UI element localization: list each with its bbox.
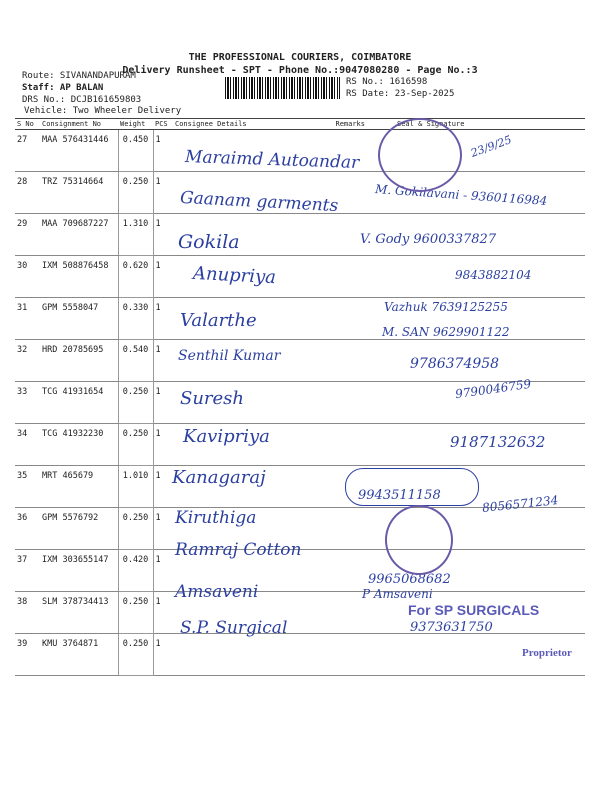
row-weight: 1.310 <box>118 214 153 256</box>
row-remarks <box>316 424 367 466</box>
row-consignment: IXM 508876458 <box>40 256 118 298</box>
table-row <box>15 340 585 382</box>
row-remarks <box>316 592 367 634</box>
row-sno: 35 <box>15 466 40 508</box>
row-weight: 0.250 <box>118 382 153 424</box>
row-weight: 0.250 <box>118 508 153 550</box>
row-consignment: IXM 303655147 <box>40 550 118 592</box>
row-consignment: TRZ 75314664 <box>40 172 118 214</box>
row-sno: 36 <box>15 508 40 550</box>
col-consignee: Consignee Details <box>173 119 316 130</box>
row-remarks <box>316 340 367 382</box>
row-weight: 0.620 <box>118 256 153 298</box>
row-weight: 1.010 <box>118 466 153 508</box>
barcode <box>225 77 340 99</box>
row-consignment: GPM 5576792 <box>40 508 118 550</box>
signature-note: Vazhuk 7639125255 <box>384 300 508 314</box>
signature-note: 9187132632 <box>450 433 546 451</box>
row-weight: 0.540 <box>118 340 153 382</box>
rs-date: RS Date: 23-Sep-2025 <box>346 89 455 99</box>
row-weight: 0.420 <box>118 550 153 592</box>
vehicle-label: Vehicle: Two Wheeler Delivery <box>24 106 182 116</box>
row-pcs: 1 <box>153 550 173 592</box>
row-remarks <box>316 508 367 550</box>
row-pcs: 1 <box>153 592 173 634</box>
row-consignment: MAA 576431446 <box>40 130 118 172</box>
runsheet-title: Delivery Runsheet - SPT - Phone No.:9047080280 - Page No.:3 <box>122 65 478 76</box>
signature-note: P Amsaveni <box>362 587 433 601</box>
row-consignment: MAA 709687227 <box>40 214 118 256</box>
signature-note: 9943511158 <box>358 488 441 503</box>
row-remarks <box>316 634 367 676</box>
col-pcs: PCS <box>153 119 173 130</box>
row-sno: 38 <box>15 592 40 634</box>
handwritten-name: S.P. Surgical <box>180 618 288 638</box>
route-label: Route: SIVANANDAPURAM <box>22 71 136 81</box>
handwritten-name: Anupriya <box>192 262 277 289</box>
row-remarks <box>316 550 367 592</box>
signature-note: 23/9/25 <box>469 133 514 160</box>
row-weight: 0.450 <box>118 130 153 172</box>
handwritten-name: Suresh <box>180 388 245 409</box>
signature-note: 9786374958 <box>410 356 500 372</box>
row-consignee <box>173 634 316 676</box>
signature-note: 9965068682 <box>368 572 451 587</box>
row-weight: 0.250 <box>118 592 153 634</box>
row-pcs: 1 <box>153 340 173 382</box>
handwritten-name: Kavipriya <box>183 426 270 447</box>
handwritten-name: Kanagaraj <box>172 467 266 488</box>
row-weight: 0.330 <box>118 298 153 340</box>
row-sno: 27 <box>15 130 40 172</box>
rs-no: RS No.: 1616598 <box>346 77 428 87</box>
row-consignment: MRT 465679 <box>40 466 118 508</box>
row-sno: 31 <box>15 298 40 340</box>
row-pcs: 1 <box>153 382 173 424</box>
table-row <box>15 214 585 256</box>
row-sno: 32 <box>15 340 40 382</box>
row-weight: 0.250 <box>118 172 153 214</box>
row-pcs: 1 <box>153 466 173 508</box>
row-consignment: TCG 41932230 <box>40 424 118 466</box>
col-sno: S No <box>15 119 40 130</box>
drs-label: DRS No.: DCJB161659803 <box>22 95 142 105</box>
row-sno: 33 <box>15 382 40 424</box>
row-sno: 34 <box>15 424 40 466</box>
signature-note: 9790046759 <box>454 376 532 402</box>
signature-note: M. Gokilavani - 9360116984 <box>374 182 548 208</box>
signature-note: V. Gody 9600337827 <box>360 232 497 247</box>
handwritten-name: Senthil Kumar <box>178 348 281 364</box>
col-weight: Weight <box>118 119 153 130</box>
row-sno: 37 <box>15 550 40 592</box>
row-pcs: 1 <box>153 172 173 214</box>
row-sno: 39 <box>15 634 40 676</box>
row-consignment: KMU 3764871 <box>40 634 118 676</box>
handwritten-name: Kiruthiga <box>175 508 257 528</box>
col-seal: Seal & Signature <box>367 119 585 130</box>
row-consignment: TCG 41931654 <box>40 382 118 424</box>
row-pcs: 1 <box>153 298 173 340</box>
signature-note: 9373631750 <box>410 620 493 635</box>
row-remarks <box>316 298 367 340</box>
proprietor-label: Proprietor <box>522 647 572 659</box>
table-header-row <box>15 119 585 130</box>
staff-label: Staff: AP BALAN <box>22 83 104 93</box>
row-weight: 0.250 <box>118 424 153 466</box>
row-pcs: 1 <box>153 424 173 466</box>
col-remarks: Remarks <box>316 119 367 130</box>
signature-note: 9843882104 <box>455 268 532 282</box>
row-consignment: HRD 20785695 <box>40 340 118 382</box>
row-pcs: 1 <box>153 256 173 298</box>
company-stamp: For SP SURGICALS <box>408 602 540 618</box>
row-consignment: GPM 5558047 <box>40 298 118 340</box>
company-title: THE PROFESSIONAL COURIERS, COIMBATORE <box>188 52 412 63</box>
row-pcs: 1 <box>153 214 173 256</box>
handwritten-name: Ramraj Cotton <box>175 540 302 560</box>
row-pcs: 1 <box>153 508 173 550</box>
col-consignment: Consignment No <box>40 119 118 130</box>
round-seal-stamp <box>378 118 462 192</box>
handwritten-name: Gaanam garments <box>179 187 339 217</box>
handwritten-name: Gokila <box>178 231 240 253</box>
round-seal-stamp <box>385 505 453 575</box>
row-sno: 30 <box>15 256 40 298</box>
row-consignment: SLM 378734413 <box>40 592 118 634</box>
table-row <box>15 634 585 676</box>
row-weight: 0.250 <box>118 634 153 676</box>
signature-note: 8056571234 <box>481 493 559 515</box>
row-remarks <box>316 256 367 298</box>
row-pcs: 1 <box>153 130 173 172</box>
row-pcs: 1 <box>153 634 173 676</box>
row-remarks <box>316 382 367 424</box>
handwritten-name: Valarthe <box>180 310 257 331</box>
handwritten-name: Maraimd Autoandar <box>184 146 360 174</box>
signature-note: M. SAN 9629901122 <box>382 325 510 339</box>
handwritten-name: Amsaveni <box>175 582 259 602</box>
row-sno: 28 <box>15 172 40 214</box>
row-sno: 29 <box>15 214 40 256</box>
